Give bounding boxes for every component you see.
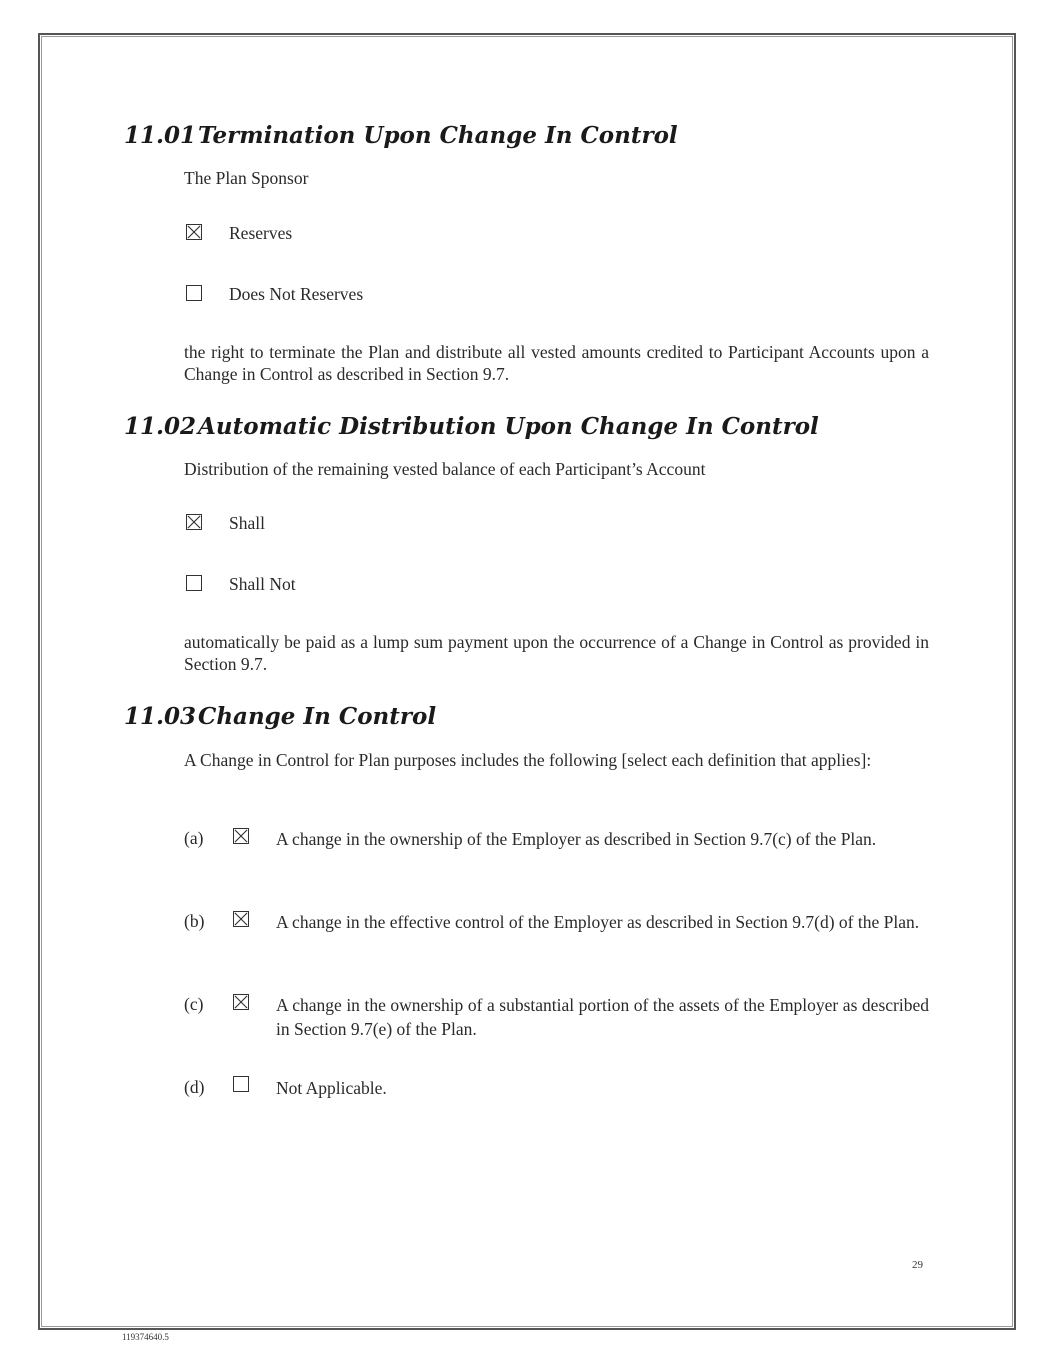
option-label: Shall Not xyxy=(229,574,296,594)
checkbox-empty-icon[interactable] xyxy=(186,285,202,301)
checkbox-checked-icon[interactable] xyxy=(233,828,249,844)
option-label: Does Not Reserves xyxy=(229,284,364,304)
section-title: Change In Control xyxy=(198,703,437,730)
section-title: Automatic Distribution Upon Change In Control xyxy=(198,413,819,440)
item-text: A change in the ownership of a substantial portion of the assets of the Employer as described in Section 9.7(e) of the Plan. xyxy=(276,995,929,1039)
section-intro: Distribution of the remaining vested balance of each Participant’s Account xyxy=(184,459,706,479)
option-label: Reserves xyxy=(229,223,293,243)
section-number: 11.03 xyxy=(124,703,197,730)
checkbox-checked-icon[interactable] xyxy=(233,911,249,927)
section-title: Termination Upon Change In Control xyxy=(198,122,678,149)
section-outro: automatically be paid as a lump sum payment upon the occurrence of a Change in Control as provided in Section 9.7. xyxy=(184,632,929,674)
section-heading-11-01 xyxy=(124,122,678,149)
section-number: 11.01 xyxy=(124,122,197,149)
section-heading-11-02 xyxy=(124,413,819,440)
section-heading-11-03 xyxy=(124,703,436,730)
item-letter: (b) xyxy=(184,911,205,931)
section-number: 11.02 xyxy=(124,413,197,440)
section-intro: A Change in Control for Plan purposes includes the following [select each definition that applies]: xyxy=(184,750,872,770)
section-outro: the right to terminate the Plan and distribute all vested amounts credited to Participant Accounts upon a Change in Control as described in Section 9.7. xyxy=(184,342,929,384)
page-number: 29 xyxy=(912,1259,923,1271)
checkbox-checked-icon[interactable] xyxy=(186,514,202,530)
item-text: A change in the effective control of the Employer as described in Section 9.7(d) of the Plan. xyxy=(276,912,920,932)
checkbox-empty-icon[interactable] xyxy=(233,1076,249,1092)
item-letter: (d) xyxy=(184,1077,205,1097)
checkbox-checked-icon[interactable] xyxy=(186,224,202,240)
item-letter: (c) xyxy=(184,994,204,1014)
document-id: 119374640.5 xyxy=(122,1332,169,1342)
item-text: Not Applicable. xyxy=(276,1078,387,1098)
option-label: Shall xyxy=(229,513,265,533)
item-text: A change in the ownership of the Employer as described in Section 9.7(c) of the Plan. xyxy=(276,829,877,849)
item-letter: (a) xyxy=(184,828,204,848)
checkbox-empty-icon[interactable] xyxy=(186,575,202,591)
checkbox-checked-icon[interactable] xyxy=(233,994,249,1010)
section-intro: The Plan Sponsor xyxy=(184,168,309,188)
